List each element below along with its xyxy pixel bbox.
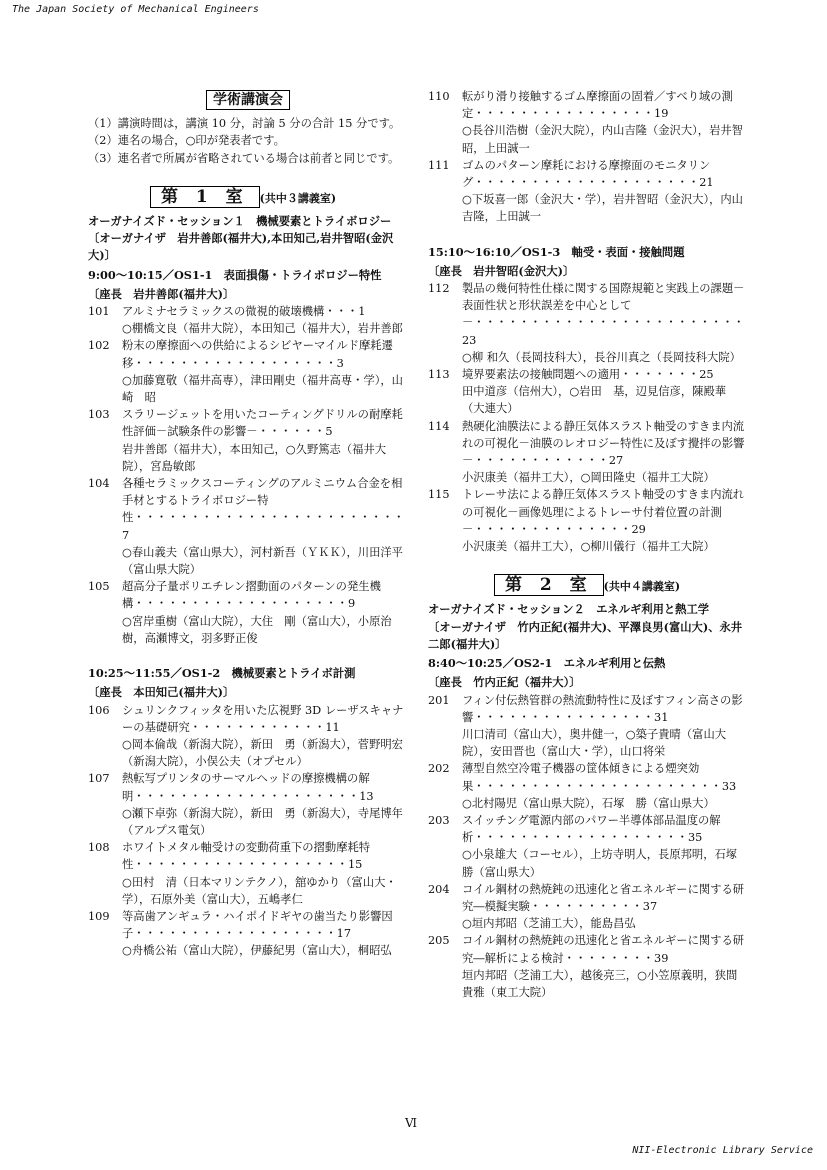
entry-110: 110 転がり滑り接触するゴム摩擦面の固着／すべり域の測定・・・・・・・・・・・・・・・・19 ○長谷川浩樹（金沢大院），内山吉隆（金沢大），岩井智昭，上田誠一 [428, 90, 743, 155]
entry-115: 115 トレーサ法による静圧気体スラスト軸受のすきま内流れの可視化－画像処理によるトレーサ付着位置の計測－・・・・・・・・・・・・・・29 小沢康美（福井工大），○柳川儀行（福井工大院） [428, 488, 745, 554]
entry-107: 107 熱転写プリンタのサーマルヘッドの摩擦機構の解明・・・・・・・・・・・・・・・・・・・・13 ○瀬下卓弥（新潟大院），新田 勇（新潟大），寺尾博年（アルプス電気） [88, 772, 403, 837]
entry-104: 104 各種セラミックスコーティングのアルミニウム合金を相手材とするトライボロジー特性・・・・・・・・・・・・・・・・・・・・・・・・7 ○春山義夫（富山県大），河村新吾（ＹＫＫ），川田洋平（富山県大院） [88, 477, 405, 577]
entry-202: 202 薄型自然空冷電子機器の筐体傾きによる煙突効果・・・・・・・・・・・・・・・・・・・・・・33 ○北村陽児（富山県大院），石塚 勝（富山県大） [428, 762, 737, 810]
header-text: The Japan Society of Mechanical Engineers [12, 4, 259, 15]
notes-list [88, 115, 408, 167]
left-column [88, 88, 408, 960]
session-os1-3-chair: 〔座長 岩井智昭(金沢大)〕 [428, 263, 575, 278]
entry-101: 101 アルミナセラミックスの微視的破壊機構・・・1 ○棚橋文良（福井大院），本田知己（福井大），岩井善郎 [88, 305, 403, 336]
entry-103: 103 スラリージェットを用いたコーティングドリルの耐摩耗性評価－試験条件の影響－・・・・・・5 岩井善郎（福井大），本田知己，○久野篤志（福井大院），宮島敏郎 [88, 408, 403, 473]
room-1-heading: 第 1 室 (共中３講義室) [150, 189, 408, 207]
entry-114: 114 熱硬化油膜法による静圧気体スラスト軸受のすきま内流れの可視化－油膜のレオロジー特性に及ぼす攪拌の影響－・・・・・・・・・・・・27 小沢康美（福井工大），○岡田隆史（福井工大院） [428, 419, 745, 485]
entry-102: 102 粉末の摩擦面への供給によるシビヤーマイルド摩耗遷移・・・・・・・・・・・・・・・・・・3 ○加藤寛敬（福井高専），津田剛史（福井高専・学），山崎 昭 [88, 339, 403, 405]
entry-111: 111 ゴムのパターン摩耗における摩擦面のモニタリング・・・・・・・・・・・・・・・・・・・・21 ○下坂喜一郎（金沢大・学），岩井智昭（金沢大），内山吉隆，上田誠一 [428, 158, 743, 224]
section-title: 学術講演会 [88, 92, 408, 109]
entry-112: 112 製品の幾何特性仕様に関する国際規範と実践上の課題－表面性状と形状誤差を中心として－・・・・・・・・・・・・・・・・・・・・・・・・23 ○柳 和久（長岡技科大），長谷川真之（長岡技科大院） [428, 282, 745, 364]
entry-108: 108 ホワイトメタル軸受けの変動荷重下の摺動摩耗特性・・・・・・・・・・・・・・・・・・・15 ○田村 清（日本マリンテクノ），舘ゆかり（富山大・学），石原外美（富山大），五嶋孝仁 [88, 841, 397, 906]
footer-text: NII-Electronic Library Service [632, 1145, 813, 1156]
session-os1-1-time: 9:00～10:15／OS1-1 表面損傷・トライボロジー特性 [88, 267, 382, 282]
entry-113: 113 境界要素法の接触問題への適用・・・・・・・25 田中道彦（信州大），○岩田 基，辺見信彦，陳殿華（大連大） [428, 368, 727, 416]
entry-109: 109 等高歯アンギュラ・ハイポイドギヤの歯当たり影響因子・・・・・・・・・・・・・・・・・・17 ○舟橋公祐（富山大院），伊藤紀男（富山大），桐昭弘 [88, 909, 393, 958]
os1-title: オーガナイズド・セッション１ 機械要素とトライボロジー [88, 214, 392, 229]
page-number: Ⅵ [405, 1116, 418, 1130]
session-os1-3-time: 15:10～16:10／OS1-3 軸受・表面・接触問題 [428, 244, 685, 259]
room-2-heading: 第 2 室 (共中４講義室) [494, 577, 748, 595]
session-os1-2-time: 10:25～11:55／OS1-2 機械要素とトライボ計測 [88, 666, 356, 681]
entry-205: 205 コイル鋼材の熱焼鈍の迅速化と省エネルギーに関する研究―解析による検討・・・・・・・・39 垣内邦昭（芝浦工大），越後亮三，○小笠原義明，狭間貴雅（東工大院） [428, 934, 745, 999]
session-os1-2-chair: 〔座長 本田知己(福井大)〕 [88, 685, 235, 700]
note-2: （2）連名の場合，○印が発表者です。 [88, 134, 285, 148]
os2-organizer: 〔オーガナイザ 竹内正紀(福井大)、平澤良男(富山大)、永井二郎(福井大)〕 [428, 619, 743, 651]
entry-204: 204 コイル鋼材の熱焼鈍の迅速化と省エネルギーに関する研究―模擬実験・・・・・・・・・・37 ○垣内邦昭（芝浦工大），能島昌弘 [428, 882, 745, 931]
note-1: （1）講演時間は，講演 10 分，討論 5 分の合計 15 分です。 [88, 117, 401, 131]
os1-organizer: 〔オーガナイザ 岩井善郎(福井大),本田知己,岩井智昭(金沢大)〕 [88, 231, 394, 263]
entry-106: 106 シュリンクフィッタを用いた広視野 3D レーザスキャナーの基礎研究・・・・・・・・・・・・11 ○岡本倫哉（新潟大院），新田 勇（新潟大），菅野明宏（新潟大院），小俣公夫（オプセル） [88, 703, 404, 769]
session-os1-1-chair: 〔座長 岩井善郎(福井大)〕 [88, 286, 235, 301]
note-3: （3）連名者で所属が省略されている場合は前者と同じです。 [88, 151, 400, 165]
entry-203: 203 スイッチング電源内部のパワー半導体部品温度の解析・・・・・・・・・・・・・・・・・・・35 ○小泉雄大（コーセル），上坊寺明人，長原邦明，石塚 勝（富山県大） [428, 813, 749, 879]
entry-201: 201 フィン付伝熱管群の熱流動特性に及ぼすフィン高さの影響・・・・・・・・・・・・・・・・31 川口清司（富山大），奥井健一，○築子貴晴（富山大院），安田晋也（富山大・学），山口将栄 [428, 693, 743, 759]
right-column [428, 88, 748, 1001]
session-os2-1-chair: 〔座長 竹内正紀（福井大）〕 [428, 675, 581, 690]
entry-105: 105 超高分子量ポリエチレン摺動面のパターンの発生機構・・・・・・・・・・・・・・・・・・・9 ○宮岸重樹（富山大院），大住 剛（富山大），小原治樹，高瀬博文，羽多野正俊 [88, 580, 392, 645]
os2-title: オーガナイズド・セッション２ エネルギ利用と熱工学 [428, 602, 710, 617]
session-os2-1-time: 8:40～10:25／OS2-1 エネルギ利用と伝熱 [428, 656, 666, 671]
